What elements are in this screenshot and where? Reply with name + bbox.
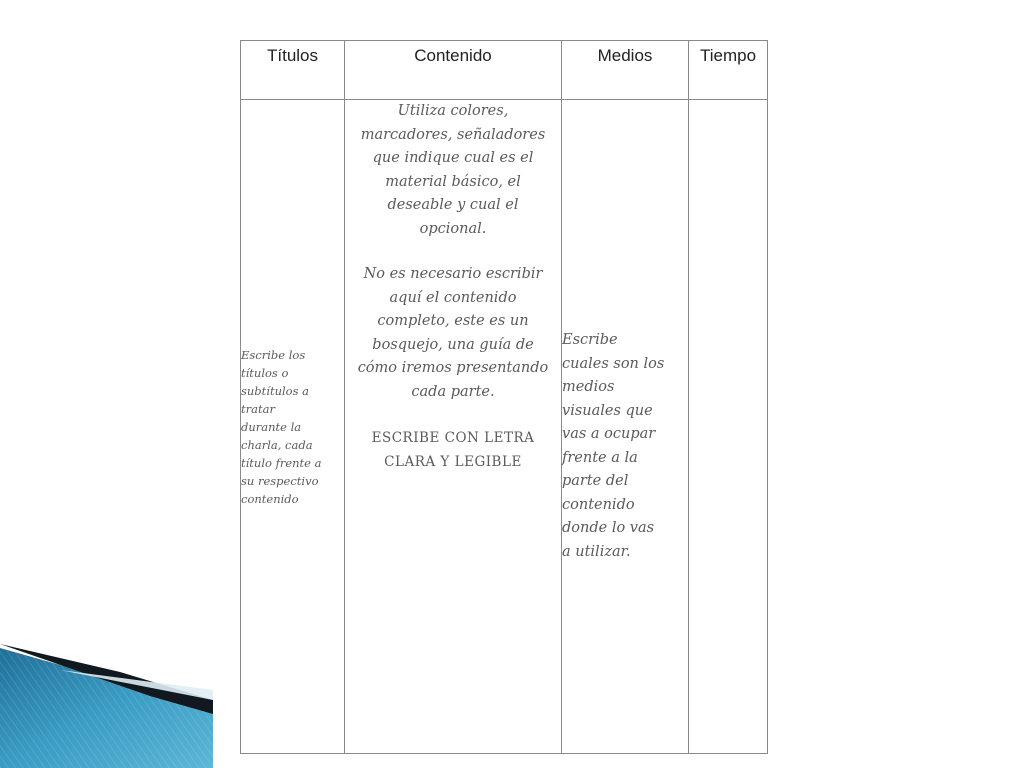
cell-titulos: [241, 100, 345, 754]
cell-tiempo: [689, 100, 768, 754]
planning-table: [240, 40, 768, 754]
cell-medios: [562, 100, 689, 754]
header-tiempo: Tiempo: [689, 41, 768, 100]
header-titulos: Títulos: [241, 41, 345, 100]
medios-instructions: Escribe cuales son los medios visuales que vas a ocupar frente a la parte del contenido donde lo vas a utilizar.: [562, 332, 665, 560]
header-medios: Medios: [562, 41, 689, 100]
cell-contenido: [345, 100, 562, 754]
content-row: [241, 100, 768, 754]
contenido-paragraph-2: No es necesario escribir aquí el contenido completo, este es un bosquejo, una guía de cómo iremos presentando cada parte.: [357, 266, 549, 400]
titulos-instructions: Escribe los títulos o subtítulos a tratar durante la charla, cada título frente a su respectivo contenido: [241, 347, 322, 506]
decorative-corner-shape: [0, 600, 220, 768]
contenido-paragraph-3: ESCRIBE CON LETRA CLARA Y LEGIBLE: [371, 430, 535, 470]
contenido-paragraph-1: Utiliza colores, marcadores, señaladores que indique cual es el material básico, el deseable y cual el opcional.: [360, 103, 546, 237]
header-row: [241, 41, 768, 100]
header-contenido: Contenido: [345, 41, 562, 100]
